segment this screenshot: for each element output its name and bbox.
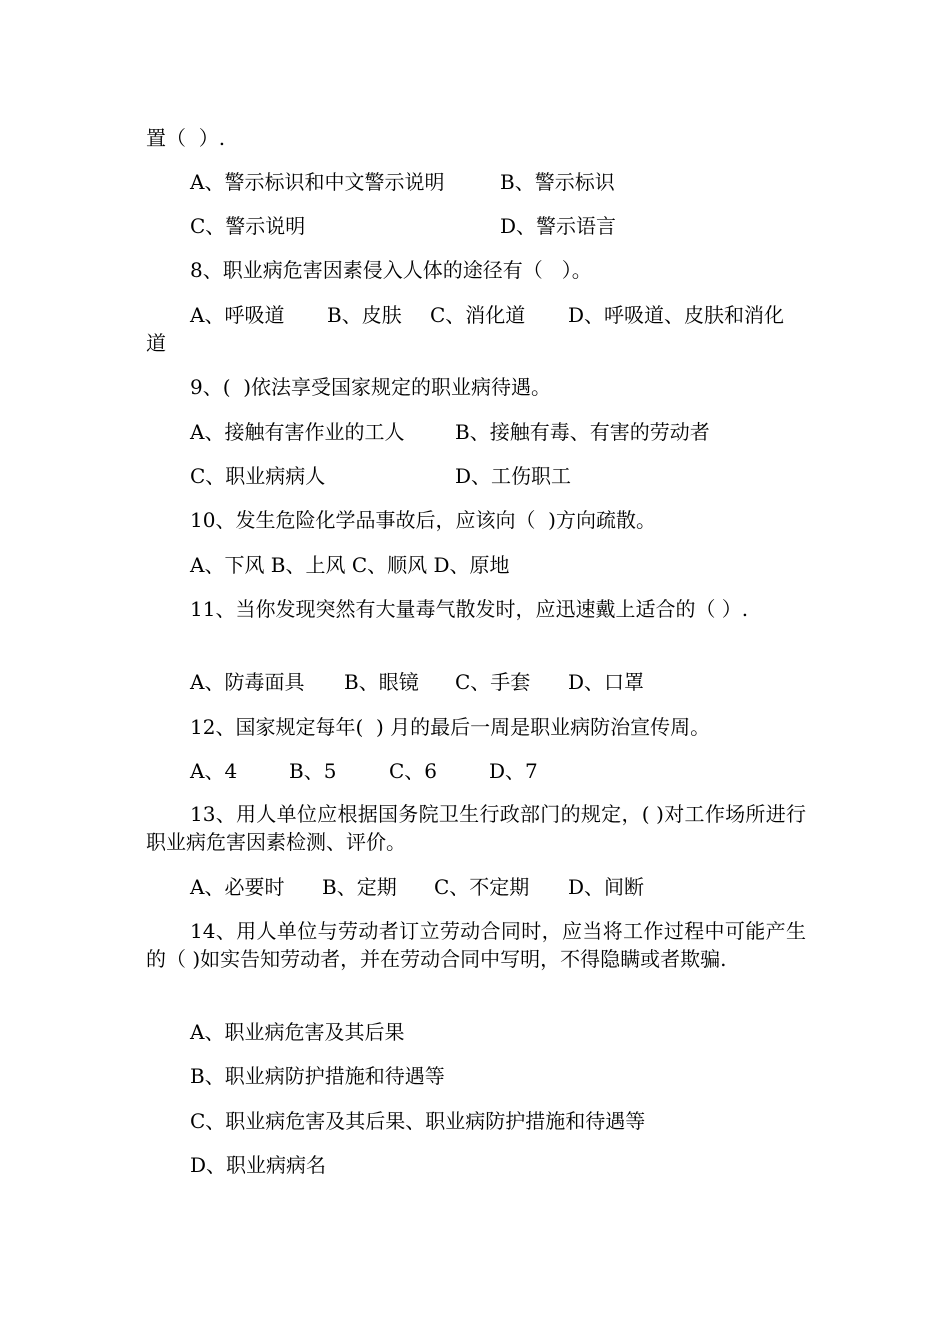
- q13-option-c: C、不定期: [434, 875, 530, 899]
- q11-option-d: D、口罩: [568, 670, 645, 694]
- q9-option-c: C、职业病病人: [190, 464, 326, 488]
- q8-option-b: B、皮肤: [327, 303, 402, 327]
- q11-option-b: B、眼镜: [344, 670, 419, 694]
- option-b: B、警示标识: [500, 170, 615, 194]
- q13-option-d: D、间断: [568, 875, 645, 899]
- q8-option-d-wrap: 道: [146, 331, 166, 355]
- option-c: C、警示说明: [190, 214, 306, 238]
- q13-option-a: A、必要时: [190, 875, 285, 899]
- q8-option-a: A、呼吸道: [190, 303, 285, 327]
- q14-option-d: D、职业病病名: [190, 1153, 327, 1177]
- question-12: 12、国家规定每年( ) 月的最后一周是职业病防治宣传周。: [190, 715, 711, 739]
- question-10: 10、发生危险化学品事故后，应该向（ )方向疏散。: [190, 508, 656, 532]
- q12-option-d: D、7: [489, 759, 538, 783]
- q11-option-a: A、防毒面具: [190, 670, 305, 694]
- q14-option-b: B、职业病防护措施和待遇等: [190, 1064, 445, 1088]
- q9-option-d: D、工伤职工: [455, 464, 572, 488]
- question-13: 13、用人单位应根据国务院卫生行政部门的规定，( )对工作场所进行职业病危害因素检测、评价。: [146, 802, 806, 854]
- q9-option-b: B、接触有毒、有害的劳动者: [455, 420, 710, 444]
- question-11: 11、当你发现突然有大量毒气散发时，应迅速戴上适合的（ ）.: [190, 597, 749, 621]
- q8-option-d: [568, 301, 806, 329]
- q12-option-c: C、6: [389, 759, 438, 783]
- q14-option-c: C、职业病危害及其后果、职业病防护措施和待遇等: [190, 1109, 646, 1133]
- q13-option-b: B、定期: [322, 875, 397, 899]
- question-9: 9、( )依法享受国家规定的职业病待遇。: [190, 375, 552, 399]
- q12-option-a: A、4: [190, 759, 238, 783]
- option-a: A、警示标识和中文警示说明: [190, 170, 445, 194]
- question-14: 14、用人单位与劳动者订立劳动合同时，应当将工作过程中可能产生的（ )如实告知劳动者，并在劳动合同中写明，不得隐瞒或者欺骗.: [146, 919, 806, 971]
- q12-option-b: B、5: [289, 759, 337, 783]
- option-d: D、警示语言: [500, 214, 617, 238]
- q11-option-c: C、手套: [455, 670, 531, 694]
- question-continuation: 置（ ）.: [146, 126, 226, 150]
- q10-options: A、下风 B、上风 C、顺风 D、原地: [190, 553, 510, 577]
- q8-option-c: C、消化道: [430, 303, 526, 327]
- question-8: 8、职业病危害因素侵入人体的途径有（ ）。: [190, 258, 592, 282]
- q14-option-a: A、职业病危害及其后果: [190, 1020, 405, 1044]
- q8-option-d-text: D、呼吸道、皮肤和消化: [568, 303, 785, 327]
- q9-option-a: A、接触有害作业的工人: [190, 420, 405, 444]
